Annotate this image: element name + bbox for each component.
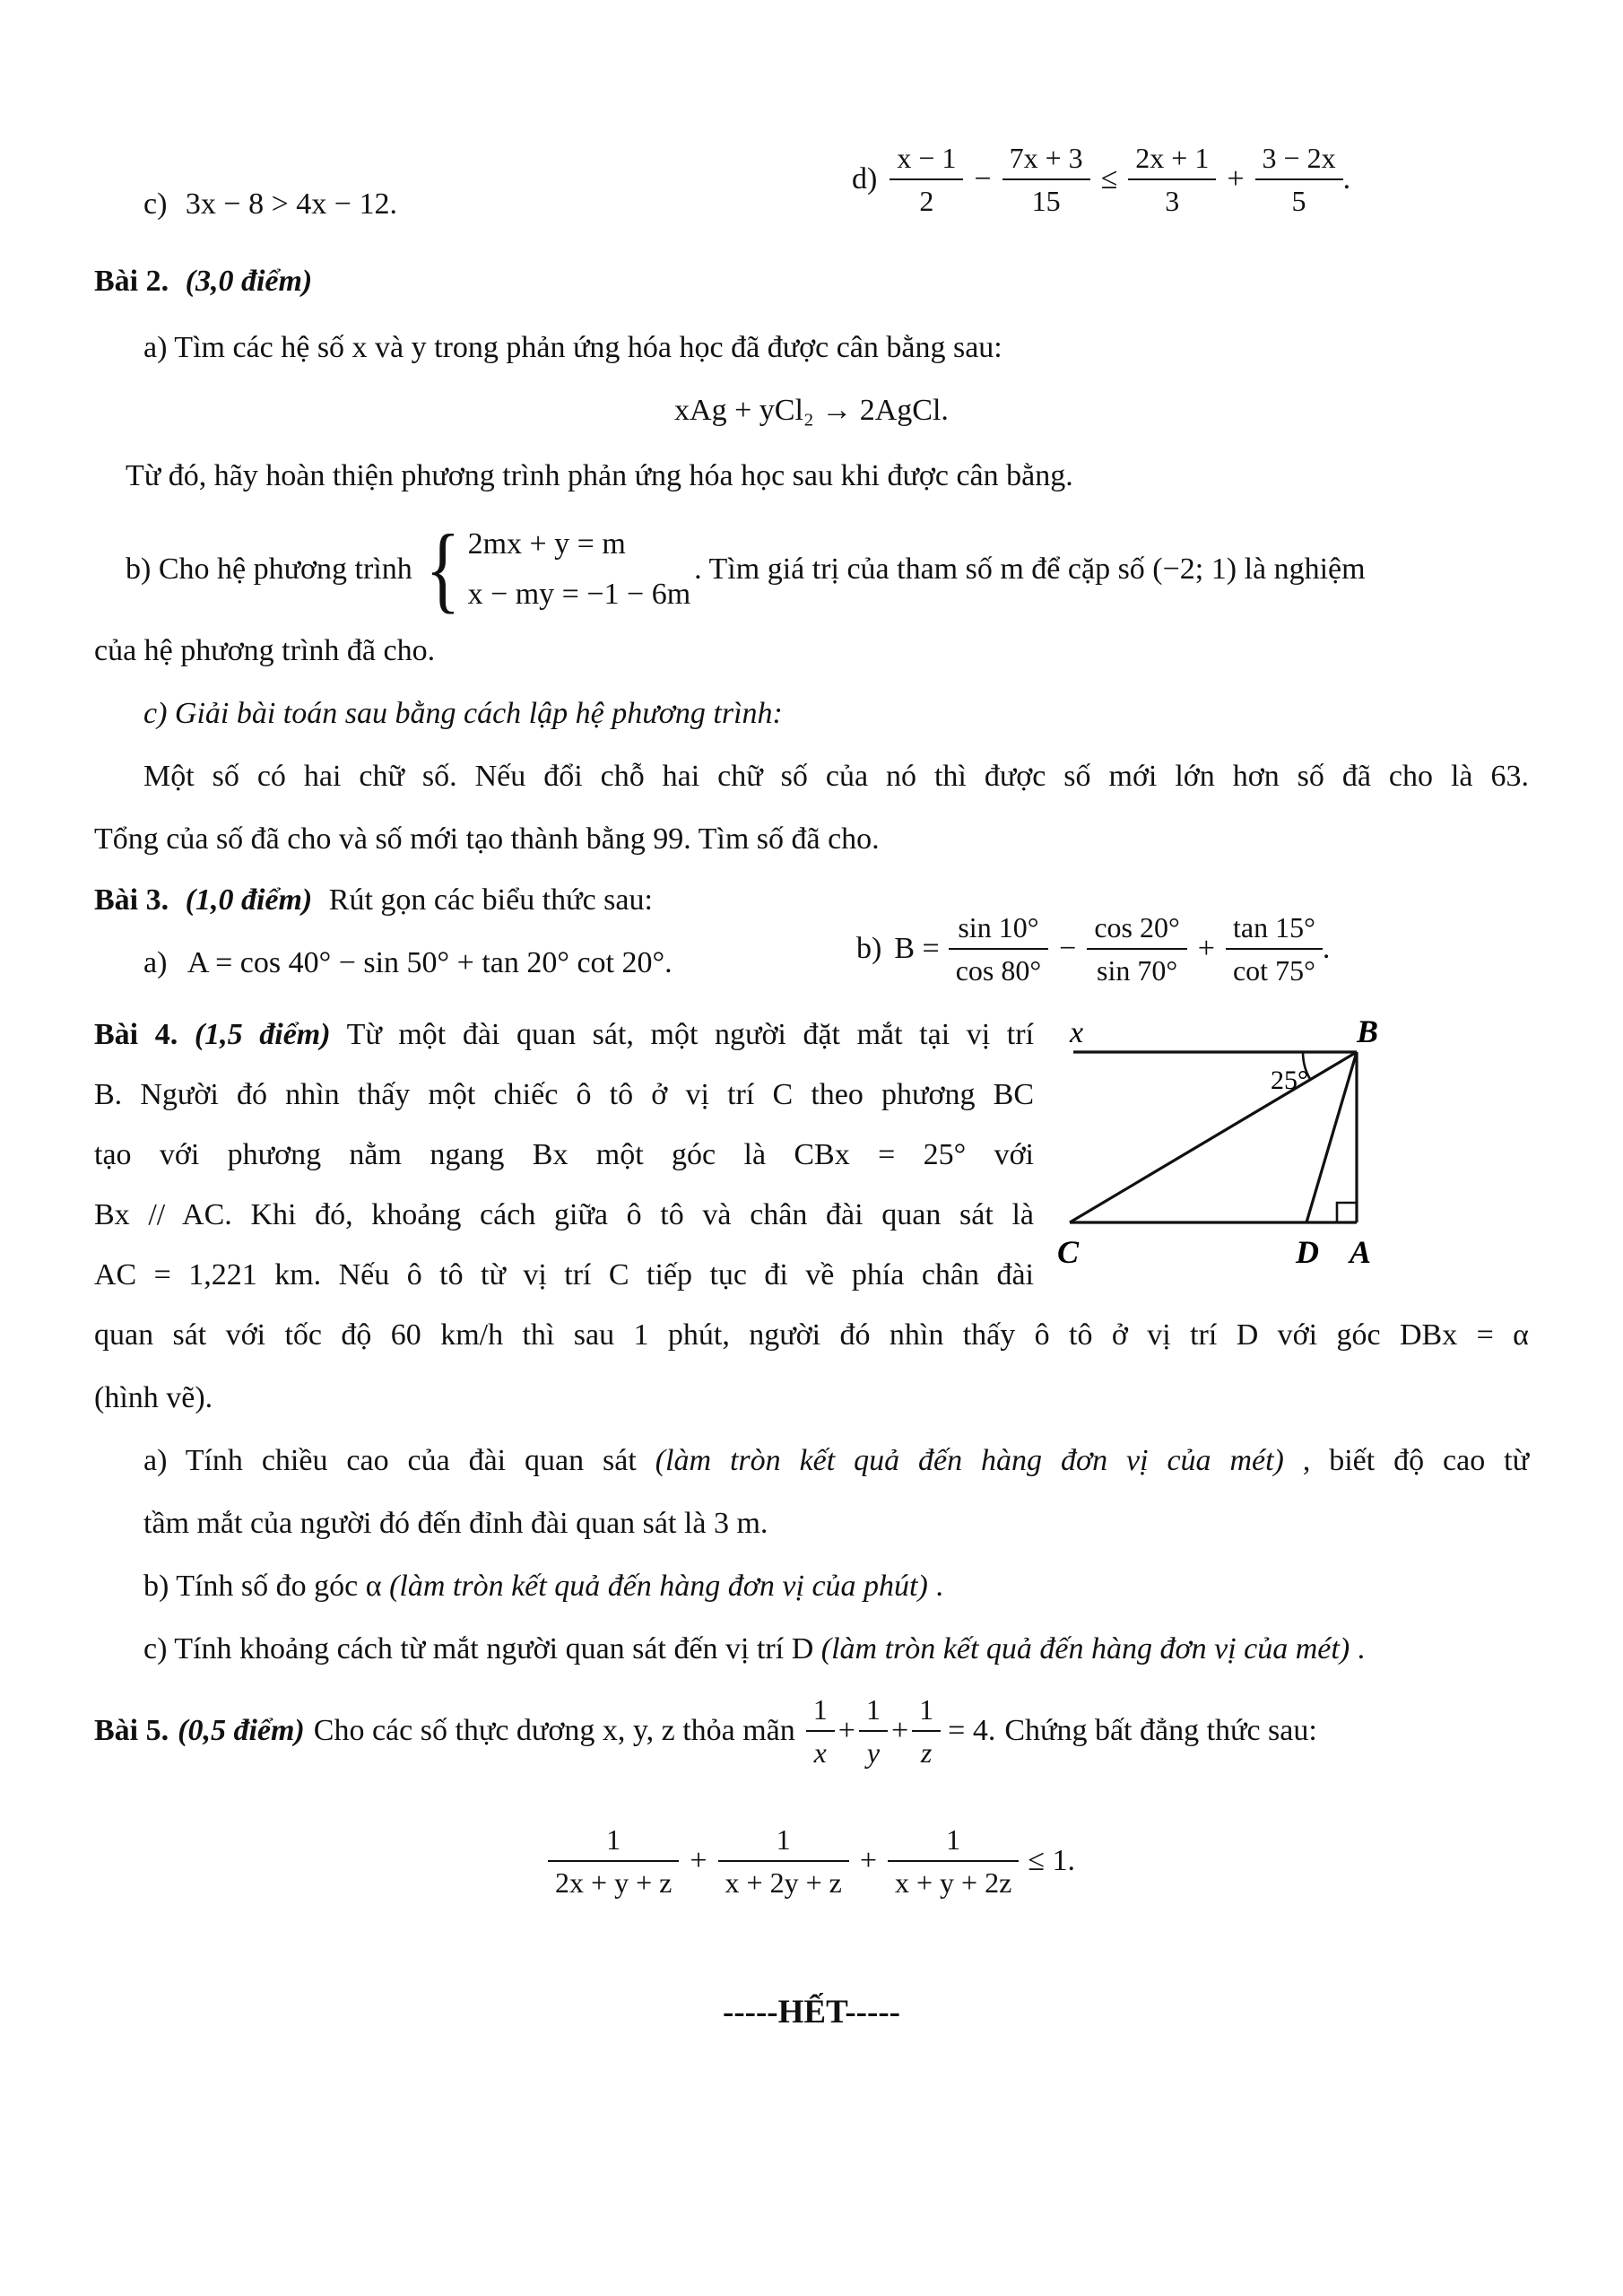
point-label-C: C xyxy=(1057,1234,1080,1270)
angle-value-label: 25° xyxy=(1271,1065,1308,1095)
exercise4-line2: B. Người đó nhìn thấy một chiếc ô tô ở vị trí C theo phương BC xyxy=(94,1078,1034,1111)
fraction xyxy=(890,140,963,219)
exercise5-inequality xyxy=(0,1807,1623,1915)
fraction-denominator: y xyxy=(859,1730,888,1770)
fraction-denominator: x + 2y + z xyxy=(718,1860,849,1900)
item-b-text: b) Tính số đo góc α xyxy=(143,1570,390,1603)
fraction-denominator: 15 xyxy=(1002,178,1090,219)
item-b-lhs: B = xyxy=(894,932,940,965)
fraction xyxy=(1255,140,1343,219)
exercise2-item-c-line1: Một số có hai chữ số. Nếu đổi chỗ hai chữ số của nó thì được số mới lớn hơn số đã cho là 63. xyxy=(143,760,1529,793)
exercise2-item-b xyxy=(126,502,1366,637)
exercise4-item-a-line1 xyxy=(143,1438,1529,1484)
exercise2-points: (3,0 điểm) xyxy=(185,265,313,298)
plus-operator: + xyxy=(890,1714,909,1747)
item-1c-expression: 3x − 8 > 4x − 12. xyxy=(185,187,397,221)
exercise5-suffix: Chứng bất đẳng thức sau: xyxy=(1004,1714,1317,1747)
fraction xyxy=(1002,140,1090,219)
observation-tower-diagram xyxy=(1045,1013,1475,1292)
system-equation-2: x − my = −1 − 6m xyxy=(467,578,691,611)
exercise4-item-c xyxy=(143,1626,1365,1673)
fraction-numerator: cos 20° xyxy=(1094,911,1180,944)
fraction-numerator: 1 xyxy=(919,1693,934,1726)
exercise3-item-a xyxy=(143,940,673,987)
item-a-text: a) Tính chiều cao của đài quan sát xyxy=(143,1444,655,1477)
item-b-prefix: b) Cho hệ phương trình xyxy=(126,552,412,586)
system-equation-1: 2mx + y = m xyxy=(467,527,626,561)
leq-operator: ≤ xyxy=(1100,161,1118,196)
exercise4-line5: AC = 1,221 km. Nếu ô tô từ vị trí C tiếp tục đi về phía chân đài xyxy=(94,1258,1034,1292)
item-1d xyxy=(852,118,1350,239)
point-label-A: A xyxy=(1350,1234,1372,1270)
fraction-numerator: sin 10° xyxy=(958,911,1039,944)
fraction xyxy=(1128,140,1216,219)
item-a-text-end: , biết độ cao từ xyxy=(1302,1444,1530,1477)
exercise4-item-b xyxy=(143,1563,943,1610)
fraction-numerator: 7x + 3 xyxy=(1009,141,1083,174)
equation-system xyxy=(468,527,691,612)
fraction-denominator: cos 80° xyxy=(949,948,1048,988)
fraction xyxy=(859,1692,888,1770)
system-brace: { xyxy=(425,516,461,622)
plus-operator: + xyxy=(859,1844,877,1877)
fraction-numerator: x − 1 xyxy=(897,141,957,174)
exercise4-line1 xyxy=(94,1012,1034,1058)
fraction xyxy=(912,1692,941,1770)
fraction xyxy=(1087,909,1186,988)
exercise2-item-c-heading: c) Giải bài toán sau bằng cách lập hệ phương trình: xyxy=(143,697,783,730)
point-label-D: D xyxy=(1296,1234,1319,1270)
exercise2-item-c-line2: Tổng của số đã cho và số mới tạo thành bằng 99. Tìm số đã cho. xyxy=(94,822,880,856)
plus-operator: + xyxy=(1197,932,1215,965)
fraction-denominator: z xyxy=(912,1730,941,1770)
fraction-denominator: 3 xyxy=(1128,178,1216,219)
item-a-label: a) xyxy=(143,946,168,979)
item-b-label: b) xyxy=(856,932,882,965)
exercise5-heading xyxy=(94,1682,1317,1780)
exercise4-item-a-line2: tầm mắt của người đó đến đỉnh đài quan sát là 3 m. xyxy=(143,1507,768,1540)
exercise3-item-b xyxy=(856,895,1330,1003)
fraction-denominator: 2x + y + z xyxy=(548,1860,679,1900)
fraction-numerator: 1 xyxy=(606,1823,621,1856)
exercise2-item-a: a) Tìm các hệ số x và y trong phản ứng hóa học đã được cân bằng sau: xyxy=(143,331,1002,364)
fraction-denominator: cot 75° xyxy=(1226,948,1323,988)
leq-one: ≤ 1. xyxy=(1028,1844,1075,1877)
exercise2-title: Bài 2. xyxy=(94,265,169,298)
minus-operator: − xyxy=(1059,932,1077,965)
chemical-equation: xAg + yCl₂ → 2AgCl. xyxy=(674,394,949,427)
exercise3-heading xyxy=(94,877,653,924)
item-1c-label: c) xyxy=(143,187,168,221)
period: . xyxy=(1342,161,1351,196)
fraction-numerator: 3 − 2x xyxy=(1262,141,1336,174)
fraction xyxy=(949,909,1048,988)
exercise5-prefix: Cho các số thực dương x, y, z thỏa mãn xyxy=(313,1714,795,1747)
item-b-period: . xyxy=(935,1570,943,1603)
fraction xyxy=(1226,909,1323,988)
fraction-numerator: 2x + 1 xyxy=(1135,141,1210,174)
exercise4-line7: (hình vẽ). xyxy=(94,1381,213,1414)
item-c-rounding-note: (làm tròn kết quả đến hàng đơn vị của mét) xyxy=(820,1632,1350,1665)
fraction xyxy=(806,1692,835,1770)
item-1d-label: d) xyxy=(852,161,878,196)
exercise2-heading xyxy=(94,258,312,305)
item-a-rounding-note: (làm tròn kết quả đến hàng đơn vị của mét) xyxy=(655,1444,1284,1477)
fraction xyxy=(718,1822,849,1900)
item-1c xyxy=(143,181,397,228)
fraction xyxy=(548,1822,679,1900)
fraction-denominator: 5 xyxy=(1255,178,1343,219)
end-marker: -----HẾT----- xyxy=(723,1994,900,2031)
plus-operator: + xyxy=(1227,161,1245,196)
exercise3-title: Bài 3. xyxy=(94,883,169,917)
exercise4-title: Bài 4. xyxy=(94,1018,178,1051)
item-b-rounding-note: (làm tròn kết quả đến hàng đơn vị của phút) xyxy=(389,1570,928,1603)
exercise5-title: Bài 5. xyxy=(94,1714,169,1747)
equals-four: = 4. xyxy=(948,1714,996,1747)
fraction-numerator: 1 xyxy=(865,1693,881,1726)
exercise4-line4: Bx // AC. Khi đó, khoảng cách giữa ô tô và chân đài quan sát là xyxy=(94,1198,1034,1231)
item-c-period: . xyxy=(1357,1632,1366,1665)
fraction-denominator: x xyxy=(806,1730,835,1770)
item-b-suffix: . Tìm giá trị của tham số m để cặp số (−2; 1) là nghiệm xyxy=(694,552,1366,586)
exercise5-points: (0,5 điểm) xyxy=(178,1714,305,1747)
fraction xyxy=(888,1822,1019,1900)
fraction-numerator: 1 xyxy=(776,1823,791,1856)
minus-operator: − xyxy=(974,161,992,196)
exercise4-line6: quan sát với tốc độ 60 km/h thì sau 1 phút, người đó nhìn thấy ô tô ở vị trí D với góc DBx = α xyxy=(94,1318,1529,1352)
period: . xyxy=(1322,932,1331,965)
fraction-numerator: 1 xyxy=(946,1823,961,1856)
item-a-expression: A = cos 40° − sin 50° + tan 20° cot 20°. xyxy=(187,946,673,979)
exercise4-line1-text: Từ một đài quan sát, một người đặt mắt tại vị trí xyxy=(346,1018,1035,1051)
exercise3-points: (1,0 điểm) xyxy=(185,883,313,917)
fraction-denominator: x + y + 2z xyxy=(888,1860,1019,1900)
plus-operator: + xyxy=(690,1844,707,1877)
fraction-denominator: 2 xyxy=(890,178,963,219)
exercise4-line3: tạo với phương nằm ngang Bx một góc là CBx = 25° với xyxy=(94,1138,1034,1171)
right-angle-mark xyxy=(1337,1203,1357,1222)
exercise4-points: (1,5 điểm) xyxy=(194,1018,331,1051)
plus-operator: + xyxy=(838,1714,855,1747)
point-label-x: x xyxy=(1070,1016,1084,1049)
fraction-numerator: 1 xyxy=(812,1693,828,1726)
exercise2-after-equation: Từ đó, hãy hoàn thiện phương trình phản ứng hóa học sau khi được cân bằng. xyxy=(126,459,1073,492)
point-label-B: B xyxy=(1357,1013,1379,1049)
exercise2-item-b-continuation: của hệ phương trình đã cho. xyxy=(94,634,436,667)
fraction-numerator: tan 15° xyxy=(1232,911,1315,944)
fraction-denominator: sin 70° xyxy=(1087,948,1186,988)
exercise3-intro: Rút gọn các biểu thức sau: xyxy=(328,883,653,917)
item-c-text: c) Tính khoảng cách từ mắt người quan sát đến vị trí D xyxy=(143,1632,821,1665)
